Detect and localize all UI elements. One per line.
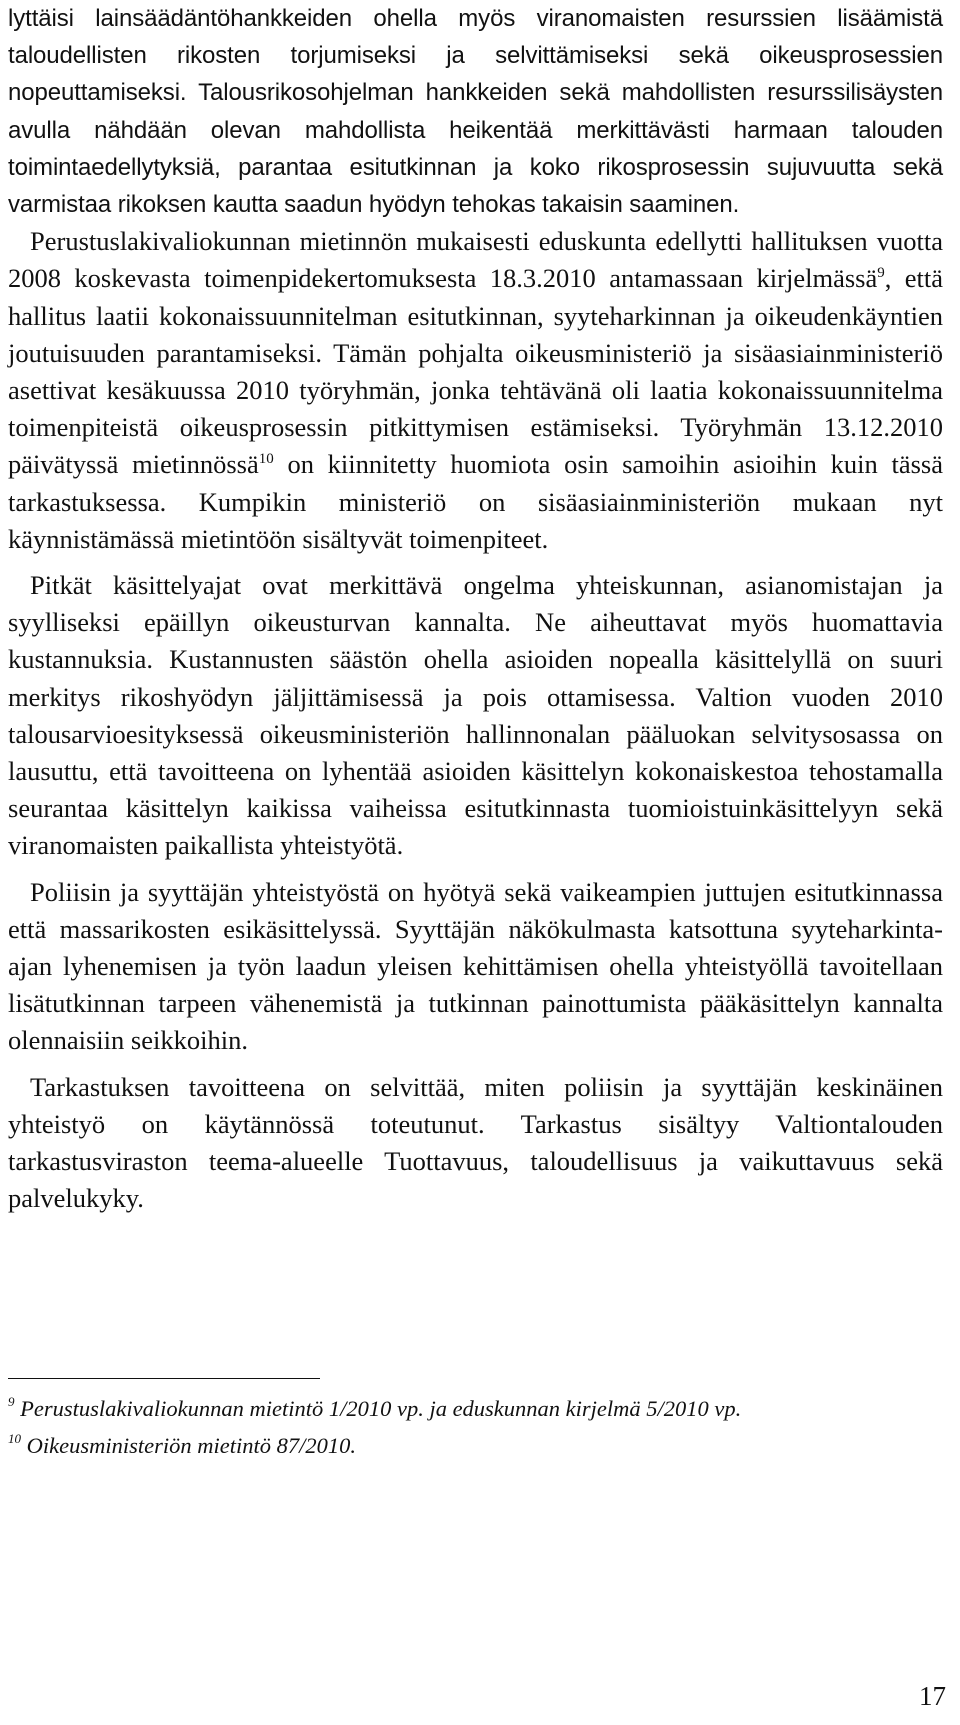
document-page [8, 0, 943, 1218]
footnote-9 [8, 1390, 943, 1427]
footnote-ref-10[interactable]: 10 [258, 451, 274, 468]
footnote-separator [8, 1378, 320, 1379]
paragraph-text: , että hallitus laatii kokonaissuunnitelman esitutkinnan, syyteharkinnan ja oikeudenkäyntien joutuisuuden parantamiseksi. Tämän pohjalta oikeusministeriö ja sisäasiainministeriö asettivat kesäkuussa 2010 työryhmän, jonka tehtävänä oli laatia kokonaissuunnitelma toimenpiteistä oikeusprosessin pitkittymisen estämiseksi. Työryhmän 13.12.2010 päivätyssä mietinnössä [8, 263, 944, 480]
footnote-ref-9[interactable]: 9 [877, 265, 885, 282]
paragraph-committee-report [8, 223, 943, 558]
page-number: 17 [919, 1681, 946, 1711]
paragraph-processing-times: Pitkät käsittelyajat ovat merkittävä ongelma yhteiskunnan, asianomistajan ja syylliseksi epäillyn oikeusturvan kannalta. Ne aiheuttavat myös huomattavia kustannuksia. Kustannusten säästön ohella asioiden nopealla käsittelyllä on suuri merkitys rikoshyödyn jäljittämisessä ja pois ottamisessa. Valtion vuoden 2010 talousarvioesityksessä oikeusministeriön hallinnonalan pääluokan selvitysosassa on lausuttu, että tavoitteena on lyhentää asioiden käsittelyn kokonaiskestoa tehostamalla seurantaa käsittelyn kaikissa vaiheissa esitutkinnasta tuomioistuinkäsittelyyn sekä viranomaisten paikallista yhteistyötä. [8, 570, 943, 861]
paragraph-text: Perustuslakivaliokunnan mietinnön mukaisesti eduskunta edellytti hallituksen vuotta 2008 koskevasta toimenpidekertomuksesta 18.3.2010 antamassaan kirjelmässä [8, 226, 943, 294]
footnote-number: 9 [8, 1394, 15, 1409]
paragraph-cooperation: Poliisin ja syyttäjän yhteistyöstä on hyötyä sekä vaikeampien juttujen esitutkinnassa että massarikosten esikäsittelyssä. Syyttäjän näkökulmasta katsottuna syyteharkinta-ajan lyhenemisen ja työn laadun yleisen kehittämisen ohella yhteistyöllä tavoitellaan lisätutkinnan tarpeen vähenemistä ja tutkinnan painottumista pääkäsittelyn kannalta olennaisiin seikkoihin. [8, 876, 943, 1056]
paragraph-text: on kiinnitetty huomiota osin samoihin asioihin kuin tässä tarkastuksessa. Kumpikin ministeriö on sisäasiainministeriön mukaan nyt käynnistämässä mietintöön sisältyvät toimenpiteet. [8, 449, 943, 554]
paragraph-continued: lyttäisi lainsäädäntöhankkeiden ohella myös viranomaisten resurssien lisäämistä taloudellisten rikosten torjumiseksi ja selvittämiseksi sekä oikeusprosessien nopeuttamiseksi. Talousrikosohjelman hankkeiden sekä mahdollisten resurssilisäysten avulla nähdään olevan mahdollista heikentää merkittävästi harmaan talouden toimintaedellytyksiä, parantaa esitutkinnan ja koko rikosprosessin sujuvuutta sekä varmistaa rikoksen kautta saadun hyödyn tehokas takaisin saaminen. [8, 5, 943, 219]
footnotes [8, 1390, 943, 1464]
footnote-text: Perustuslakivaliokunnan mietintö 1/2010 vp. ja eduskunnan kirjelmä 5/2010 vp. [20, 1396, 742, 1421]
paragraph-audit-objective: Tarkastuksen tavoitteena on selvittää, miten poliisin ja syyttäjän keskinäinen yhteistyö on käytännössä toteutunut. Tarkastus sisältyy Valtiontalouden tarkastusviraston teema-alueelle Tuottavuus, taloudellisuus ja vaikuttavuus sekä palvelukyky. [8, 1071, 943, 1214]
footnote-text: Oikeusministeriön mietintö 87/2010. [26, 1433, 356, 1458]
footnote-10 [8, 1427, 943, 1464]
footnote-number: 10 [8, 1431, 21, 1446]
